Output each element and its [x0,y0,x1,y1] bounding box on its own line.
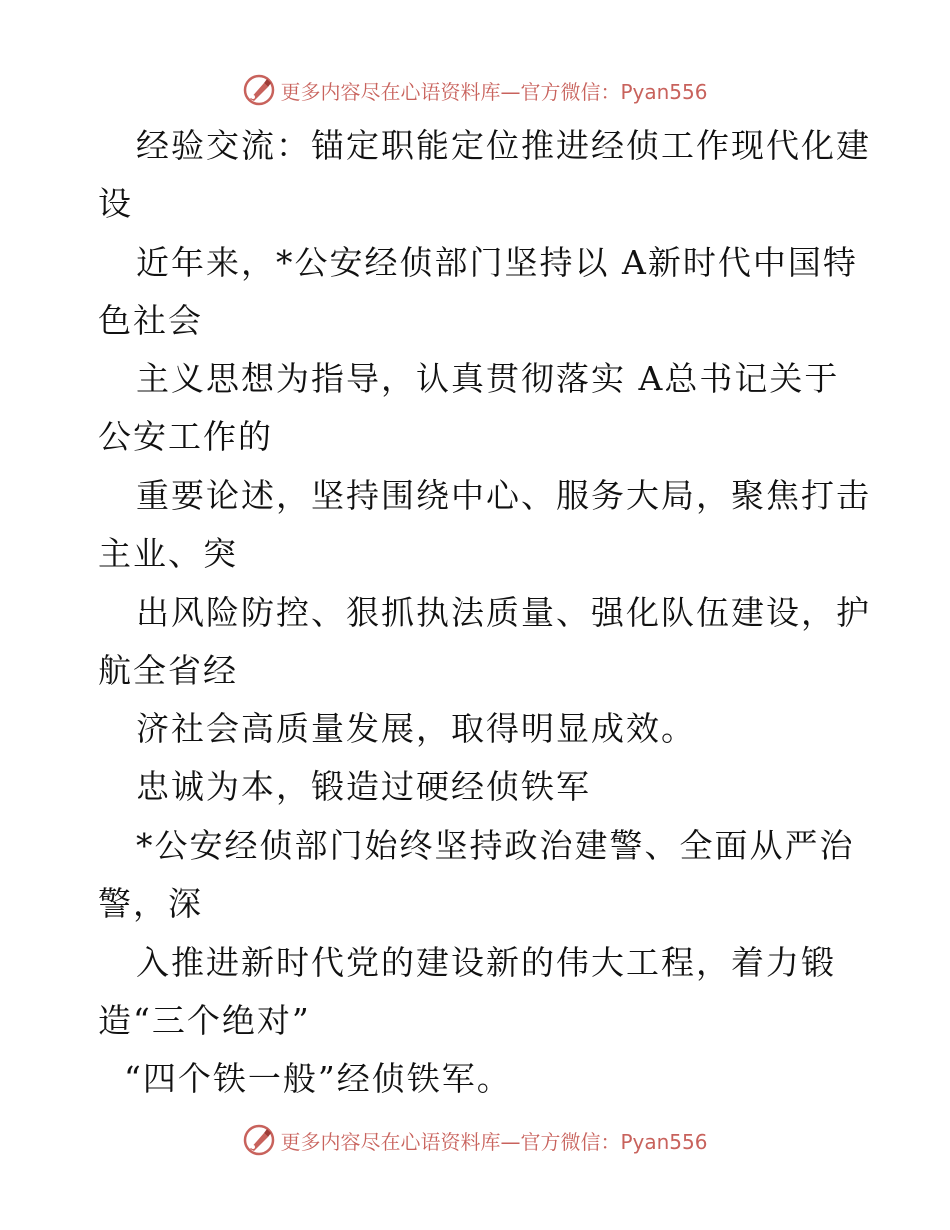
header-watermark-banner [0,70,950,110]
paragraph-line: 入推进新时代党的建设新的伟大工程，着力锻 [136,943,836,982]
pen-logo-icon [242,1123,276,1157]
footer-watermark-banner [0,1120,950,1160]
paragraph-line: 重要论述，坚持围绕中心、服务大局，聚焦打击 [136,476,871,515]
paragraph-line: 经验交流：锚定职能定位推进经侦工作现代化建 [136,126,871,165]
watermark-text: 更多内容尽在心语资料库—官方微信：Pyan556 [280,79,708,104]
paragraph-line: 主义思想为指导，认真贯彻落实 A总书记关于 [136,359,840,398]
section-heading: 忠诚为本，锻造过硬经侦铁军 [136,767,591,806]
paragraph-line: 航全省经 [98,651,238,690]
paragraph-line: 公安工作的 [98,417,273,456]
pen-logo-icon [242,73,276,107]
paragraph-line: 造“三个绝对” [98,1001,311,1040]
paragraph-line: 警，深 [98,884,203,923]
paragraph-line: 出风险防控、狠抓执法质量、强化队伍建设，护 [136,593,871,632]
watermark-text: 更多内容尽在心语资料库—官方微信：Pyan556 [280,1129,708,1154]
paragraph-line: 色社会 [98,301,203,340]
paragraph-line: *公安经侦部门始终坚持政治建警、全面从严治 [136,826,855,865]
paragraph-line: 近年来，*公安经侦部门坚持以 A新时代中国特 [136,243,858,282]
paragraph-line: 济社会高质量发展，取得明显成效。 [136,709,696,748]
paragraph-line: 设 [98,184,133,223]
paragraph-line: 主业、突 [98,534,238,573]
paragraph-line: “四个铁一般”经侦铁军。 [124,1059,512,1098]
